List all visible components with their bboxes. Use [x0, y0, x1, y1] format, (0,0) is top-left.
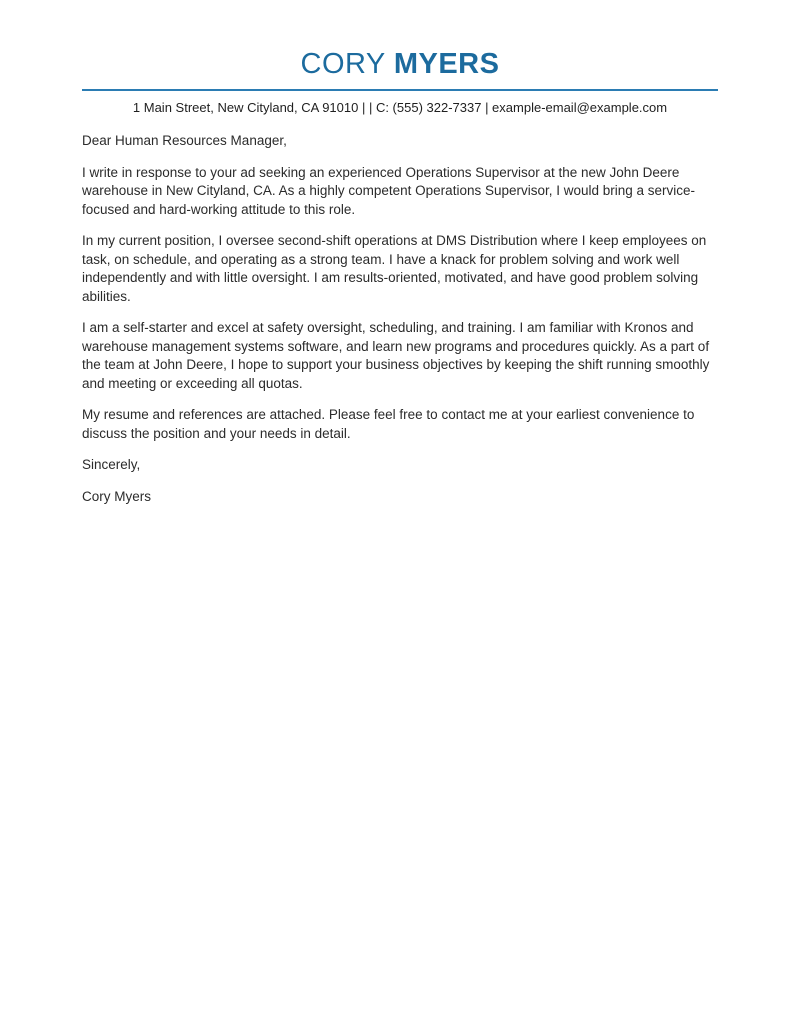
body-paragraph: In my current position, I oversee second-shift operations at DMS Distribution where I keep employees on task, on schedule, and operating as a strong team. I have a knack for problem solving and work well independently and with little oversight. I am results-oriented, motivated, and have good problem solving abilities.: [82, 233, 707, 304]
last-name: MYERS: [393, 48, 500, 80]
body-paragraph: My resume and references are attached. Please feel free to contact me at your earliest convenience to discuss the position and your needs in detail.: [82, 407, 695, 441]
first-name: CORY: [300, 48, 386, 80]
closing: Sincerely,: [82, 457, 141, 472]
body-paragraph: I am a self-starter and excel at safety oversight, scheduling, and training. I am familiar with Kronos and warehouse management systems software, and learn new programs and procedures quickly. As a part of the team at John Deere, I hope to support your business objectives by keeping the shift running smoothly and meeting or exceeding all quotas.: [82, 320, 710, 391]
salutation: Dear Human Resources Manager,: [82, 133, 287, 148]
contact-line: 1 Main Street, New Cityland, CA 91010 | | C: (555) 322-7337 | example-email@example.com: [132, 100, 668, 115]
signature: Cory Myers: [82, 488, 152, 504]
header-divider: [82, 89, 718, 91]
body-paragraph: I write in response to your ad seeking an experienced Operations Supervisor at the new John Deere warehouse in New Cityland, CA. As a highly competent Operations Supervisor, I would bring a service-focused and hard-working attitude to this role.: [82, 164, 696, 217]
letter-body: [82, 132, 718, 506]
page-title: [82, 46, 718, 82]
